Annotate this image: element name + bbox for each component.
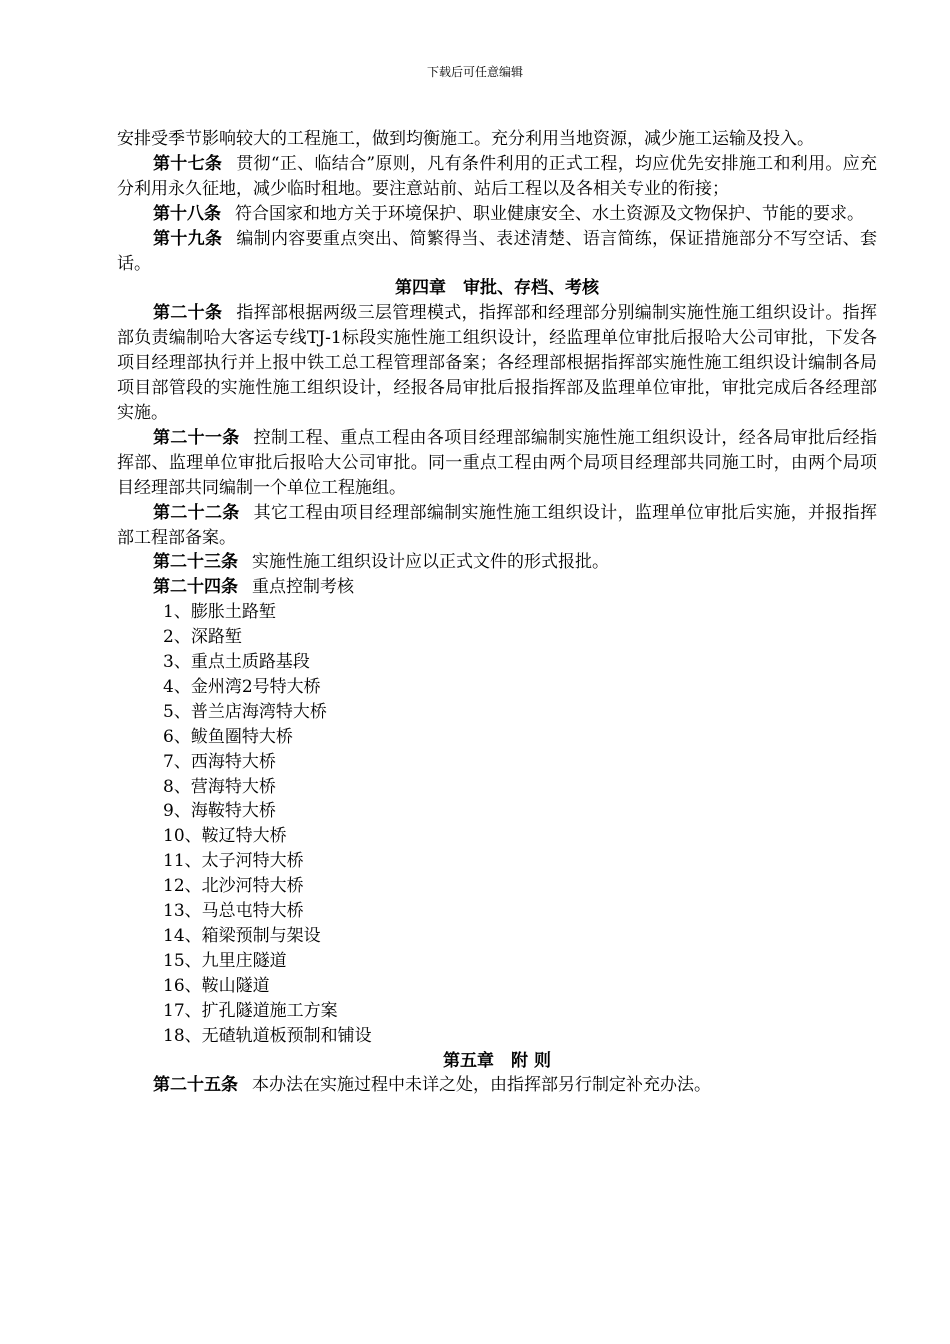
article-20-text: 指挥部根据两级三层管理模式，指挥部和经理部分别编制实施性施工组织设计。指挥部负责编制哈大客运专线TJ-1标段实施性施工组织设计，经监理单位审批后报哈大公司审批，下发各项目经理部执行并上报中铁工总工程管理部备案；各经理部根据指挥部实施性施工组织设计编制各局项目部管段的实施性施工组织设计，经报各局审批后报指挥部及监理单位审批，审批完成后各经理部实施。 [117,303,878,423]
list-item: 3、重点土质路基段 [163,652,310,673]
article-18 [117,202,877,227]
document-body [117,127,877,1098]
list-item: 9、海鞍特大桥 [163,801,276,822]
article-24 [117,575,877,600]
list-item: 14、箱梁预制与架设 [163,926,321,946]
list-item: 16、鞍山隧道 [163,975,270,996]
list-item: 12、北沙河特大桥 [163,876,304,897]
article-25-label: 第二十五条 [153,1075,238,1096]
list-item: 18、无碴轨道板预制和铺设 [163,1025,372,1046]
article-21-label: 第二十一条 [153,427,240,448]
article-20 [117,301,877,426]
article-22 [117,501,877,551]
article-21 [117,426,877,501]
key-control-list [117,600,877,1048]
article-17-text: 贯彻“正、临结合”原则，凡有条件利用的正式工程，均应优先安排施工和利用。应充分利用永久征地，减少临时租地。要注意站前、站后工程以及各相关专业的衔接； [117,153,877,199]
article-19 [117,227,877,277]
article-19-text: 编制内容要重点突出、简繁得当、表述清楚、语言简练，保证措施部分不写空话、套话。 [117,228,878,274]
article-25-text: 本办法在实施过程中未详之处，由指挥部另行制定补充办法。 [252,1075,711,1096]
article-22-text: 其它工程由项目经理部编制实施性施工组织设计，监理单位审批后实施，并报指挥部工程部备案。 [117,502,877,548]
article-24-label: 第二十四条 [153,577,238,598]
list-item: 11、太子河特大桥 [163,851,304,872]
article-18-text: 符合国家和地方关于环境保护、职业健康安全、水土资源及文物保护、节能的要求。 [235,203,864,224]
article-22-label: 第二十二条 [153,502,240,523]
list-item: 10、鞍辽特大桥 [163,826,287,847]
article-20-label: 第二十条 [153,303,223,324]
chapter-4-heading: 第四章 审批、存档、考核 [395,278,599,299]
article-21-text: 控制工程、重点工程由各项目经理部编制实施性施工组织设计，经各局审批后经指挥部、监理单位审批后报哈大公司审批。同一重点工程由两个局项目经理部共同施工时，由两个局项目经理部共同编制一个单位工程施组。 [117,427,877,498]
article-23 [117,550,877,575]
article-23-text: 实施性施工组织设计应以正式文件的形式报批。 [252,552,609,573]
list-item: 6、鲅鱼圈特大桥 [163,726,293,747]
chapter-5-heading: 第五章 附 则 [443,1050,551,1071]
list-item: 13、马总屯特大桥 [163,901,304,922]
article-17-label: 第十七条 [153,153,223,174]
list-item: 8、营海特大桥 [163,776,276,797]
article-23-label: 第二十三条 [153,552,238,573]
list-item: 17、扩孔隧道施工方案 [163,1000,338,1021]
list-item: 5、普兰店海湾特大桥 [163,701,327,722]
page-header: 下载后可任意编辑 [426,65,523,79]
article-24-text: 重点控制考核 [252,577,354,598]
list-item: 15、九里庄隧道 [163,950,287,971]
list-item: 1、膨胀土路堑 [163,602,276,623]
list-item: 2、深路堑 [163,627,242,648]
article-19-label: 第十九条 [153,228,223,249]
article-18-label: 第十八条 [153,203,221,224]
list-item: 4、金州湾2号特大桥 [163,676,321,697]
article-25 [117,1073,877,1098]
list-item: 7、西海特大桥 [163,751,276,772]
article-17 [117,152,877,202]
intro-paragraph: 安排受季节影响较大的工程施工，做到均衡施工。充分利用当地资源，减少施工运输及投入。 [117,129,814,149]
